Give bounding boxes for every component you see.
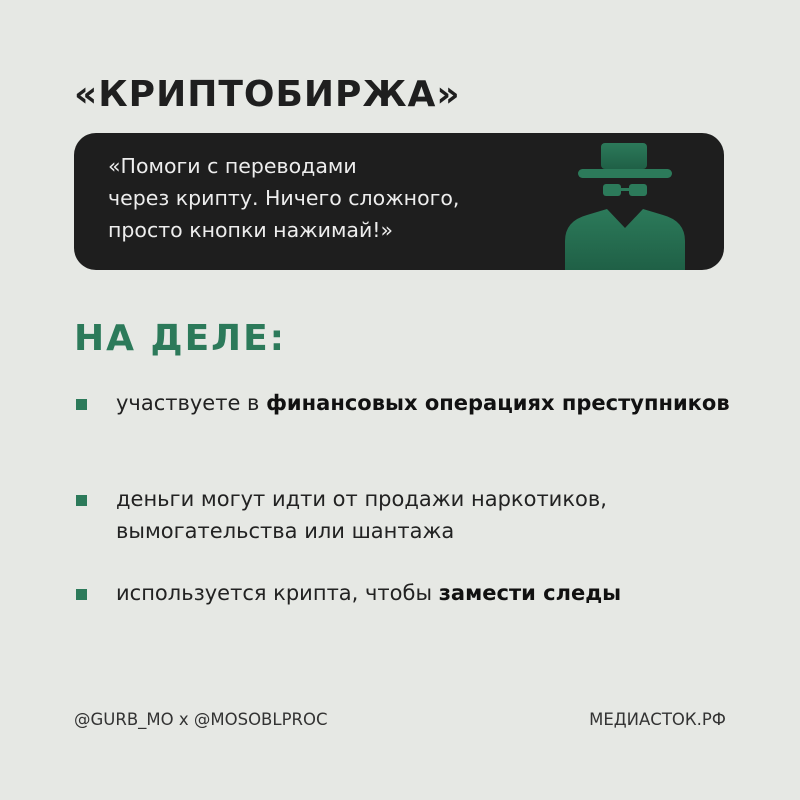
bullet-text: деньги могут идти от продажи наркотиков, вымогательства или шантажа (116, 487, 607, 543)
bullet-marker (76, 495, 87, 506)
bullet-marker (76, 399, 87, 410)
footer-site: МЕДИАСТОК.РФ (589, 710, 726, 729)
bullet-text: используется крипта, чтобы замести следы (116, 581, 622, 605)
quote-card (74, 133, 724, 270)
bullet-text: участвуете в финансовых операциях преступников (116, 391, 730, 415)
footer-handles: @GURB_MO x @MOSOBLPROC (74, 710, 328, 729)
section-heading: НА ДЕЛЕ: (74, 318, 287, 359)
bullet-marker (76, 589, 87, 600)
spy-icon (565, 143, 685, 270)
page-title: «КРИПТОБИРЖА» (74, 74, 461, 115)
quote-text: «Помоги с переводами через крипту. Ничего сложного, просто кнопки нажимай!» (108, 154, 460, 242)
